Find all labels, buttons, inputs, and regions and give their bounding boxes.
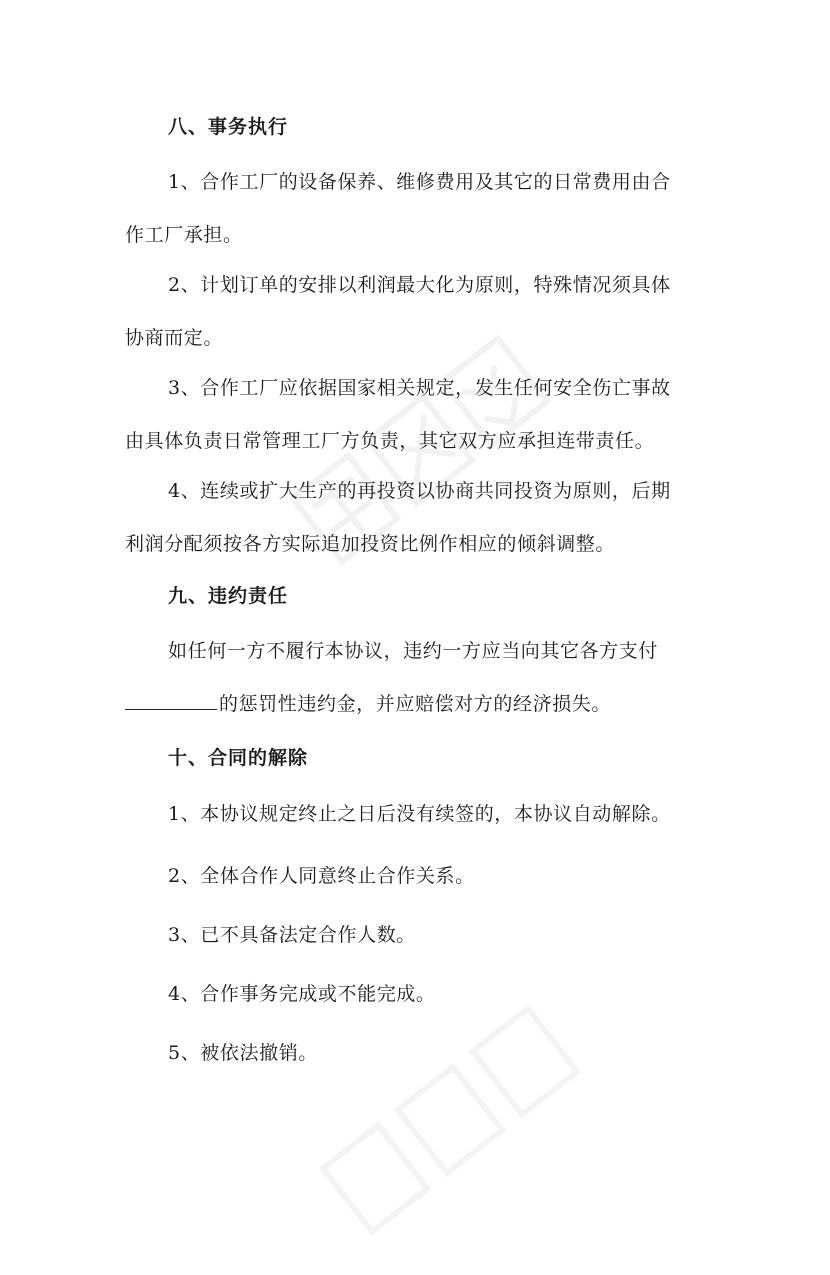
section-8-item-3 xyxy=(125,362,705,468)
section-10-item-1 xyxy=(125,788,705,841)
section-8-heading: 八、事务执行 xyxy=(168,116,289,138)
section-8-item-4 xyxy=(125,465,705,571)
section-10-item-5-text: 5、被依法撤销。 xyxy=(168,1042,318,1064)
section-8-item-1-line-1: 1、合作工厂的设备保养、维修费用及其它的日常费用由合 xyxy=(168,171,671,193)
section-8-item-2-line-1: 2、计划订单的安排以利润最大化为原则，特殊情况须具体 xyxy=(168,274,671,296)
section-8-item-4-line-1: 4、连续或扩大生产的再投资以协商共同投资为原则，后期 xyxy=(168,480,671,502)
section-10-item-2-text: 2、全体合作人同意终止合作关系。 xyxy=(168,865,475,887)
section-9-paragraph xyxy=(125,625,705,731)
section-9-line-1: 如任何一方不履行本协议，违约一方应当向其它各方支付 xyxy=(168,640,659,662)
section-8-item-3-line-1: 3、合作工厂应依据国家相关规定，发生任何安全伤亡事故 xyxy=(168,377,671,399)
section-10-item-5 xyxy=(125,1027,705,1080)
section-8-item-2 xyxy=(125,259,705,365)
section-8-item-4-line-2: 利润分配须按各方实际追加投资比例作相应的倾斜调整。 xyxy=(125,533,616,555)
section-8-item-3-line-2: 由具体负责日常管理工厂方负责，其它双方应承担连带责任。 xyxy=(125,430,655,452)
section-8-item-1-line-2: 作工厂承担。 xyxy=(125,224,243,246)
section-9-heading: 九、违约责任 xyxy=(168,585,289,607)
section-10-item-4 xyxy=(125,968,705,1021)
penalty-amount-blank xyxy=(125,691,217,710)
section-9-line-2-text: 的惩罚性违约金，并应赔偿对方的经济损失。 xyxy=(219,693,612,715)
section-10-item-3 xyxy=(125,909,705,962)
section-8-item-2-line-2: 协商而定。 xyxy=(125,327,224,349)
section-10-heading: 十、合同的解除 xyxy=(168,747,309,769)
section-10-item-4-text: 4、合作事务完成或不能完成。 xyxy=(168,983,436,1005)
section-10-item-2 xyxy=(125,850,705,903)
section-10-item-1-text: 1、本协议规定终止之日后没有续签的，本协议自动解除。 xyxy=(168,803,671,825)
section-8-item-1 xyxy=(125,156,705,262)
section-9-line-2 xyxy=(125,678,705,731)
section-10-item-3-text: 3、已不具备法定合作人数。 xyxy=(168,924,416,946)
